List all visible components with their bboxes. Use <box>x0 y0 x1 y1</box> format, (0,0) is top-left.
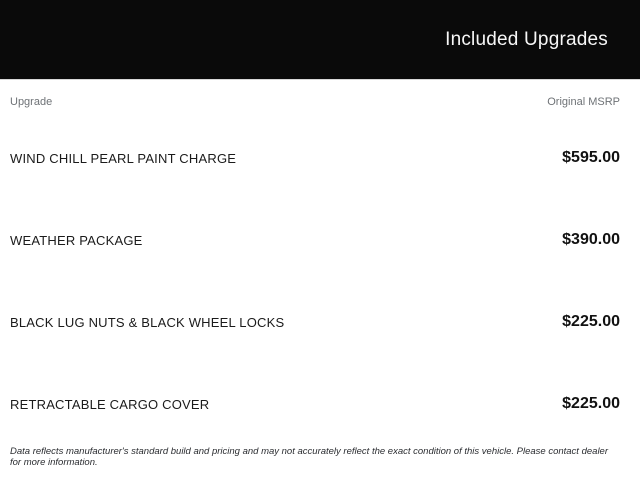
table-row <box>0 363 640 445</box>
upgrade-msrp: $225.00 <box>562 313 620 330</box>
column-header-upgrade: Upgrade <box>10 96 53 108</box>
page-title: Included Upgrades <box>445 28 608 50</box>
rows-container <box>0 117 640 445</box>
upgrade-name: WIND CHILL PEARL PAINT CHARGE <box>10 150 237 166</box>
table-row <box>0 281 640 363</box>
upgrade-name: BLACK LUG NUTS & BLACK WHEEL LOCKS <box>10 314 285 330</box>
upgrade-name: RETRACTABLE CARGO COVER <box>10 396 210 412</box>
table-row <box>0 199 640 281</box>
column-header-msrp: Original MSRP <box>547 96 620 108</box>
table-row <box>0 117 640 199</box>
header-bar <box>0 0 640 80</box>
upgrade-msrp: $390.00 <box>562 231 620 248</box>
upgrade-msrp: $595.00 <box>562 149 620 166</box>
upgrade-msrp: $225.00 <box>562 395 620 412</box>
upgrades-table <box>0 80 640 468</box>
disclaimer-text: Data reflects manufacturer's standard build and pricing and may not accurately reflect the exact condition of this vehicle. Please contact dealer for more information. <box>10 446 608 468</box>
column-header-row <box>0 80 640 117</box>
upgrade-name: WEATHER PACKAGE <box>10 232 143 248</box>
